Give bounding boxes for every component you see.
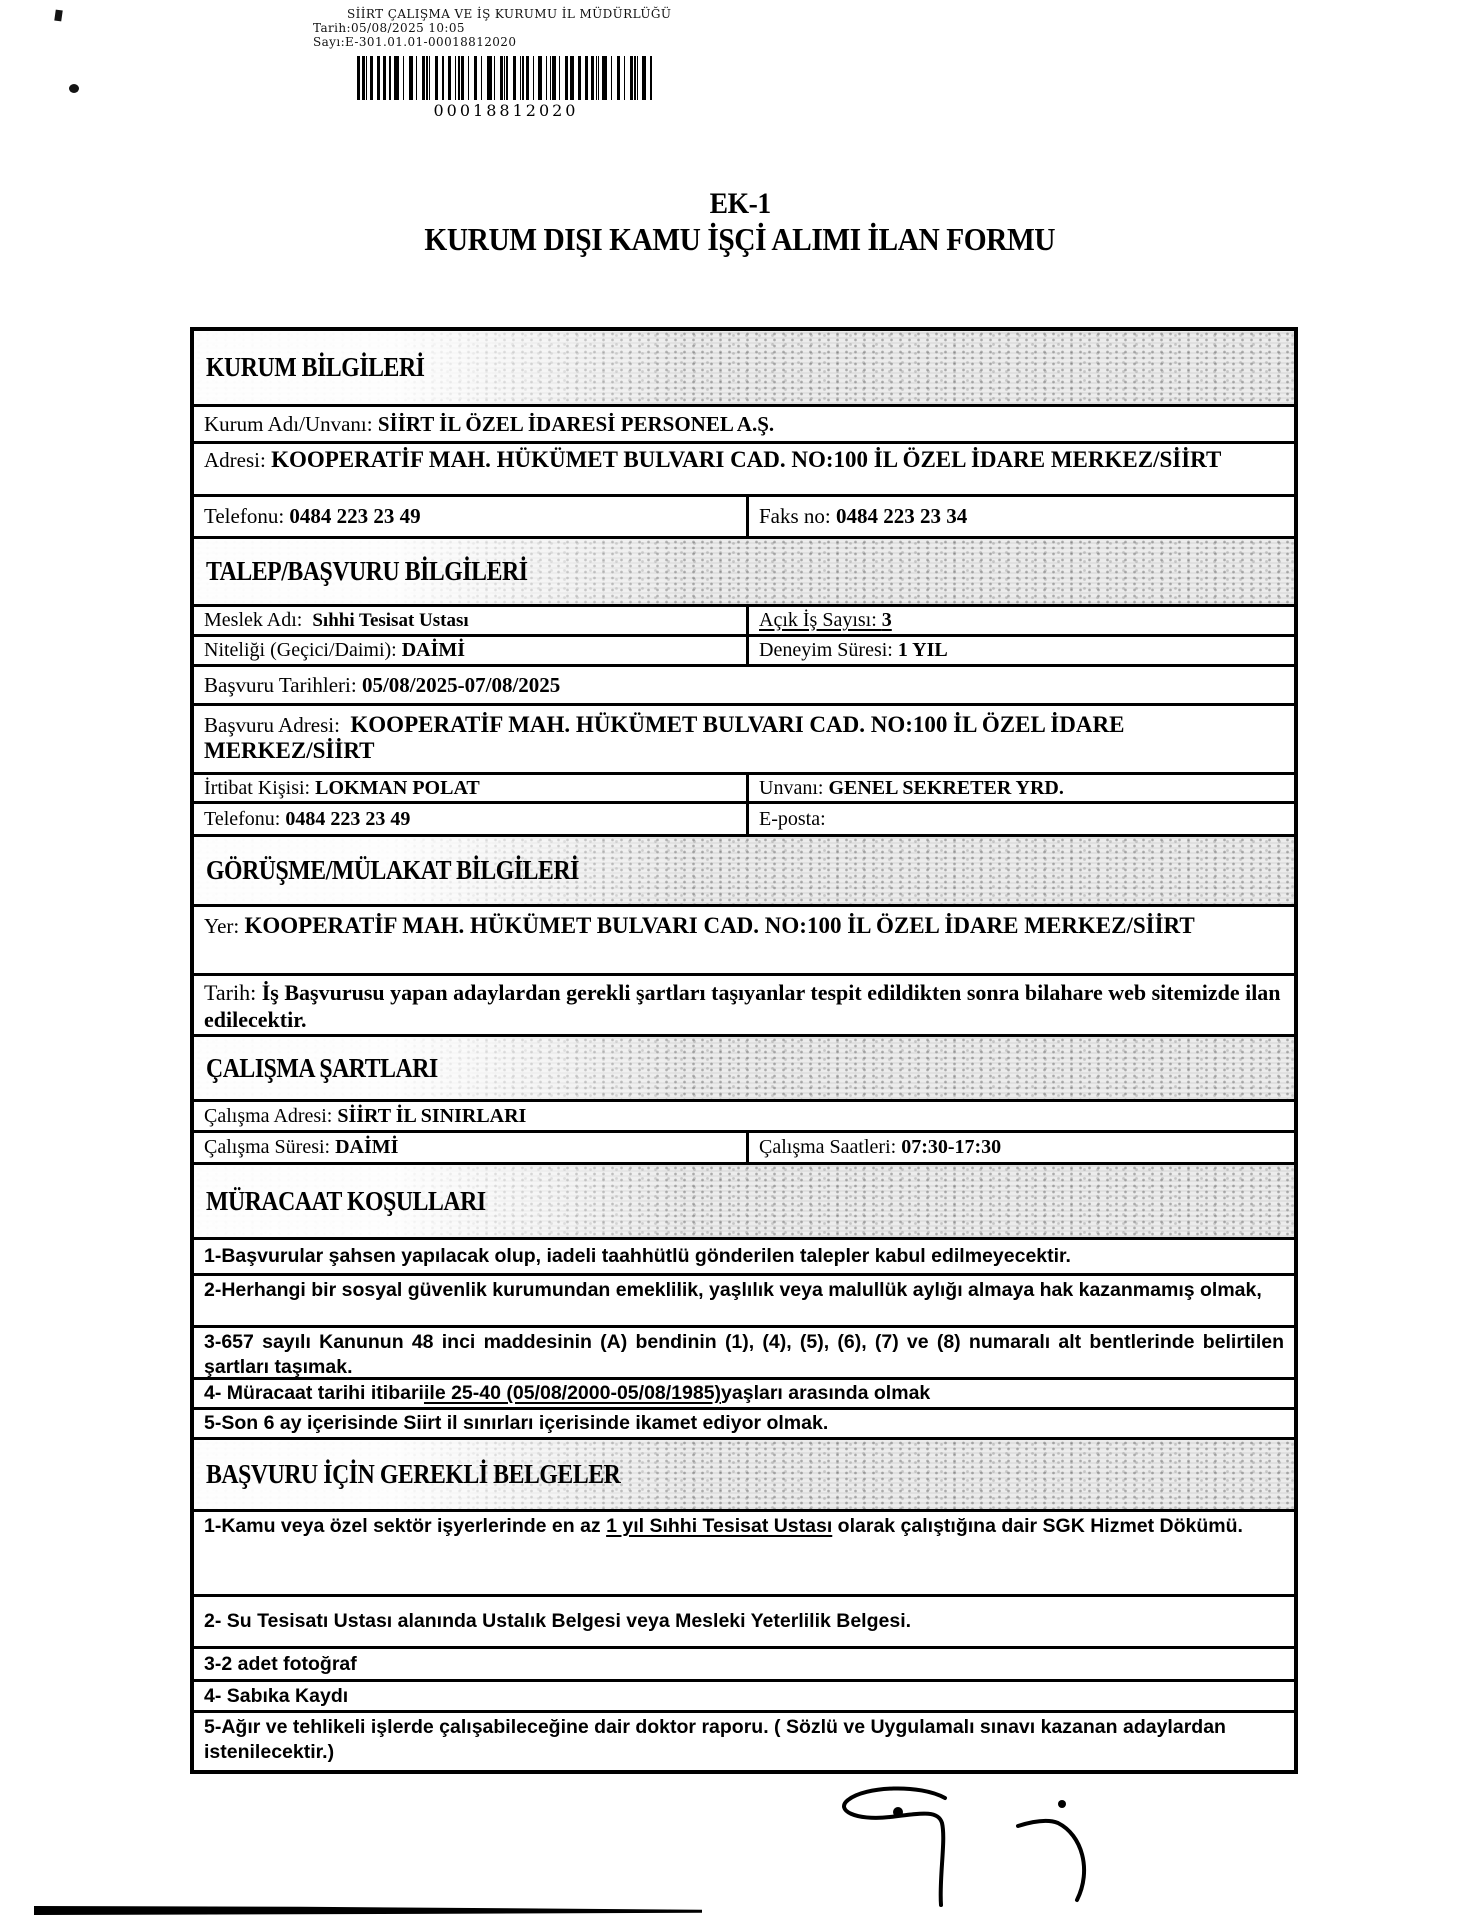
- field-value: DAİMİ: [401, 639, 466, 661]
- field-label: Tarih:: [204, 980, 262, 1005]
- issuing-office-name: SİİRT ÇALIŞMA VE İŞ KURUMU İL MÜDÜRLÜĞÜ: [347, 7, 672, 21]
- signature-dot: [1058, 1800, 1066, 1808]
- field-label: Çalışma Adresi:: [204, 1104, 338, 1127]
- field-label: Telefonu:: [204, 504, 290, 528]
- field-value: 0484 223 23 34: [836, 504, 968, 528]
- document-text: 2- Su Tesisatı Ustası alanında Ustalık Belgesi veya Mesleki Yeterlilik Belgesi.: [204, 1610, 912, 1632]
- belge-item-3: [194, 1646, 1294, 1679]
- field-label: Meslek Adı:: [204, 609, 313, 631]
- field-label: İrtibat Kişisi:: [204, 776, 316, 799]
- condition-text: yaşları arasında olmak: [721, 1382, 931, 1404]
- belge-item-5: [194, 1710, 1294, 1770]
- field-value: Sıhhi Tesisat Ustası: [312, 609, 469, 631]
- row-meslek-acikis: [194, 604, 1294, 634]
- field-label: Çalışma Saatleri:: [759, 1136, 902, 1158]
- row-basvuru-adresi: [194, 703, 1294, 772]
- row-sure-saat: [194, 1130, 1294, 1162]
- scan-date-line: Tarih:05/08/2025 10:05: [313, 21, 465, 35]
- cell-eposta: [749, 804, 1294, 834]
- field-label: Telefonu:: [204, 807, 286, 830]
- field-value: KOOPERATİF MAH. HÜKÜMET BULVARI CAD. NO:100 İL ÖZEL İDARE MERKEZ/SİİRT: [271, 447, 1222, 472]
- row-calisma-adresi: [194, 1099, 1294, 1130]
- field-value: 1 YIL: [897, 639, 948, 661]
- signature-stroke: [844, 1788, 945, 1905]
- cell-nitelik: [194, 637, 749, 664]
- row-kurum-adi: [194, 404, 1294, 441]
- field-value: KOOPERATİF MAH. HÜKÜMET BULVARI CAD. NO:100 İL ÖZEL İDARE MERKEZ/SİİRT: [204, 712, 1125, 763]
- cell-calisma-saatleri: [749, 1133, 1294, 1162]
- belge-item-1: [194, 1509, 1294, 1594]
- barcode-number: 00018812020: [433, 101, 579, 120]
- section-header-label: KURUM BİLGİLERİ: [206, 352, 425, 382]
- condition-text: 2-Herhangi bir sosyal güvenlik kurumundan emeklilik, yaşlılık veya malullük aylığı almaya hak kazanmamış olmak,: [204, 1279, 1262, 1301]
- muracaat-item-4: [194, 1377, 1294, 1407]
- cell-faks: [749, 497, 1294, 536]
- section-header-gorusme-mulakat: [194, 834, 1294, 904]
- muracaat-item-2: [194, 1273, 1294, 1325]
- field-label: Çalışma Süresi:: [204, 1136, 336, 1158]
- row-irtibat-unvan: [194, 772, 1294, 801]
- belge-item-2: [194, 1594, 1294, 1646]
- form-title-ek1-text: EK-1: [709, 187, 771, 220]
- form-table: [190, 327, 1298, 1774]
- cell-acik-is: [749, 607, 1294, 634]
- field-value: İş Başvurusu yapan adaylardan gerekli şartları taşıyanlar tespit edildikten sonra bilahare web sitemizde ilan edilecektir.: [204, 980, 1281, 1032]
- signature-dot: [893, 1807, 903, 1817]
- section-header-label: ÇALIŞMA ŞARTLARI: [206, 1052, 438, 1083]
- scan-artifact-bar: [34, 1906, 702, 1915]
- section-header-talep-basvuru: [194, 536, 1294, 604]
- field-value: GENEL SEKRETER YRD.: [828, 776, 1064, 799]
- belge-item-4: [194, 1679, 1294, 1710]
- condition-text: 4- Müracaat tarihi itibari: [204, 1382, 424, 1404]
- row-adres: [194, 441, 1294, 494]
- row-telefon-faks: [194, 494, 1294, 536]
- row-tarih: [194, 973, 1294, 1034]
- cell-telefon: [194, 497, 749, 536]
- muracaat-item-3: [194, 1325, 1294, 1377]
- field-label: Deneyim Süresi:: [759, 639, 898, 661]
- document-text: 1-Kamu veya özel sektör işyerlerinde en az: [204, 1515, 607, 1537]
- condition-text: 3-657 sayılı Kanunun 48 inci maddesinin (A) bendinin (1), (4), (5), (6), (7) ve (8) numaralı alt bentlerinde belirtilen şartları taşımak.: [204, 1331, 1284, 1378]
- field-label: Açık İş Sayısı:: [759, 609, 882, 631]
- section-header-label: MÜRACAAT KOŞULLARI: [206, 1185, 486, 1216]
- cell-irtibat: [194, 775, 749, 801]
- scan-header-block: [313, 7, 671, 49]
- field-value: 0484 223 23 49: [285, 807, 411, 830]
- section-header-label: TALEP/BAŞVURU BİLGİLERİ: [206, 556, 528, 586]
- form-title-ek1: [190, 187, 1290, 221]
- document-text: olarak çalıştığına dair SGK Hizmet Dökümü.: [832, 1515, 1243, 1537]
- document-underlined-text: 1 yıl Sıhhi Tesisat Ustası: [606, 1515, 833, 1537]
- condition-text: 5-Son 6 ay içerisinde Siirt il sınırları içerisinde ikamet ediyor olmak.: [204, 1412, 829, 1434]
- cell-deneyim: [749, 637, 1294, 664]
- form-title-main-text: KURUM DIŞI KAMU İŞÇİ ALIMI İLAN FORMU: [424, 221, 1056, 257]
- field-label: Yer:: [204, 914, 245, 938]
- cell-unvan: [749, 775, 1294, 801]
- field-value: SİİRT İL ÖZEL İDARESİ PERSONEL A.Ş.: [377, 411, 775, 436]
- field-value: 0484 223 23 49: [289, 504, 421, 528]
- row-yer: [194, 904, 1294, 973]
- field-underlined: [759, 609, 892, 632]
- row-nitelik-deneyim: [194, 634, 1294, 664]
- field-value: LOKMAN POLAT: [315, 776, 480, 799]
- condition-underlined-text: ile 25-40 (05/08/2000-05/08/1985): [423, 1382, 722, 1404]
- section-header-muracaat-kosullari: [194, 1162, 1294, 1237]
- document-text: 3-2 adet fotoğraf: [204, 1652, 357, 1675]
- form-title-main: [190, 221, 1290, 258]
- field-value: 05/08/2025-07/08/2025: [361, 672, 561, 697]
- field-label: Niteliği (Geçici/Daimi):: [204, 639, 402, 661]
- field-label: Kurum Adı/Unvanı:: [204, 411, 378, 436]
- cell-meslek: [194, 607, 749, 634]
- field-label: Unvanı:: [759, 776, 829, 799]
- field-label: Faks no:: [759, 504, 837, 528]
- handwritten-signature: [810, 1778, 1190, 1913]
- signature-stroke: [1018, 1821, 1084, 1900]
- section-header-calisma-sartlari: [194, 1034, 1294, 1099]
- barcode: [357, 56, 655, 100]
- condition-text: 1-Başvurular şahsen yapılacak olup, iadeli taahhütlü gönderilen talepler kabul edilmeyecektir.: [204, 1245, 1071, 1267]
- cell-calisma-suresi: [194, 1133, 749, 1162]
- cell-telefon2: [194, 804, 749, 834]
- field-label: E-posta:: [759, 807, 831, 830]
- document-text: 4- Sabıka Kaydı: [204, 1684, 349, 1707]
- row-basvuru-tarihleri: [194, 664, 1294, 703]
- field-value: 07:30-17:30: [901, 1136, 1002, 1158]
- muracaat-item-5: [194, 1407, 1294, 1437]
- section-header-kurum-bilgileri: [194, 331, 1294, 404]
- section-header-label: BAŞVURU İÇİN GEREKLİ BELGELER: [206, 1459, 621, 1489]
- field-label: Adresi:: [204, 448, 272, 472]
- field-value: SİİRT İL SINIRLARI: [337, 1104, 527, 1127]
- field-label: Başvuru Tarihleri:: [204, 672, 362, 697]
- scan-speck: [69, 84, 79, 93]
- muracaat-item-1: [194, 1237, 1294, 1273]
- field-value: 3: [881, 609, 892, 631]
- field-value: DAİMİ: [335, 1136, 399, 1158]
- row-telefon-eposta: [194, 801, 1294, 834]
- scan-number-line: Sayı:E-301.01.01-00018812020: [313, 35, 517, 49]
- document-text: 5-Ağır ve tehlikeli işlerde çalışabileceğine dair doktor raporu. ( Sözlü ve Uygulamalı sınavı kazanan adaylardan istenilecektir.): [204, 1716, 1226, 1763]
- field-label: Başvuru Adresi:: [204, 713, 351, 737]
- scan-speck: [54, 10, 62, 22]
- field-value: KOOPERATİF MAH. HÜKÜMET BULVARI CAD. NO:100 İL ÖZEL İDARE MERKEZ/SİİRT: [244, 913, 1195, 938]
- section-header-label: GÖRÜŞME/MÜLAKAT BİLGİLERİ: [206, 855, 579, 885]
- section-header-gerekli-belgeler: [194, 1437, 1294, 1509]
